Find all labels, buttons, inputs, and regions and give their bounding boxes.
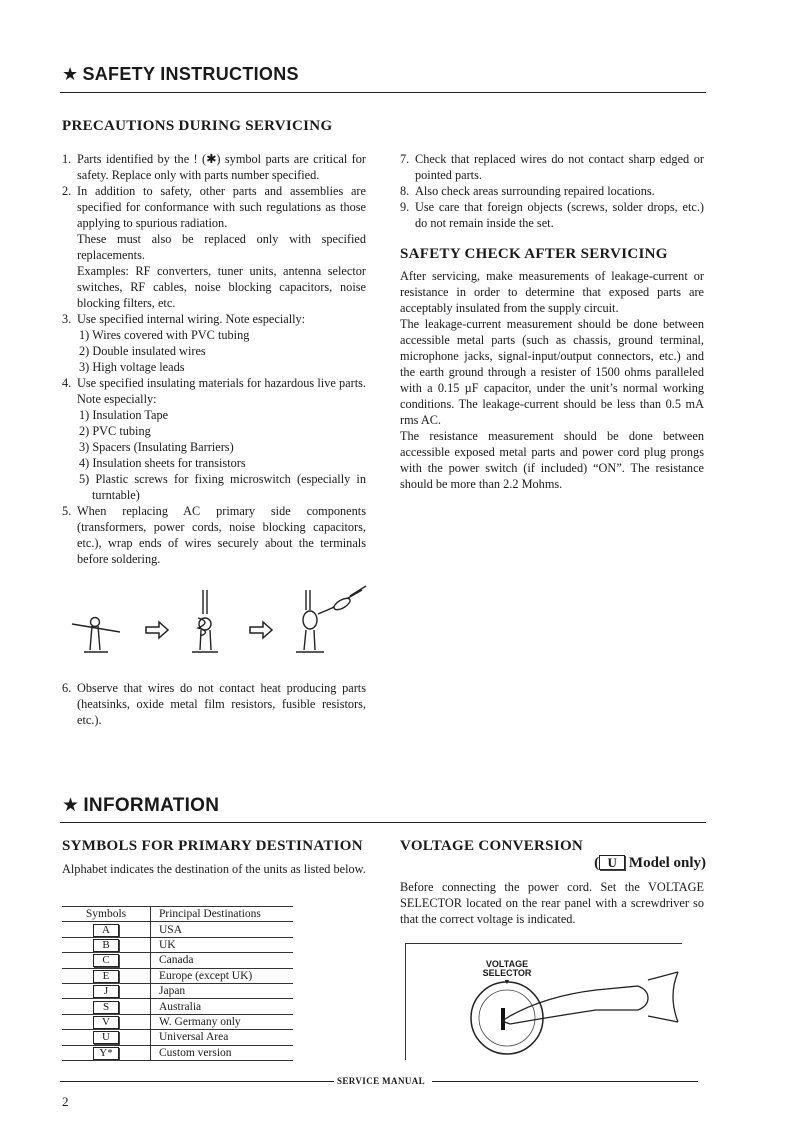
symbol-box: A <box>93 924 119 937</box>
safety-check-paragraph: The leakage-current measurement should be done between accessible metal parts (such as chassis, ground terminal, microphone jacks, signal-input/output connectors, etc.) and the earth ground through a resister of 1500 ohms paralleled with a 0.15 µF capacitor, under the unit’s normal working conditions. The leakage-current should be less than 0.5 mA rms AC. <box>400 317 704 427</box>
list-item <box>62 375 366 503</box>
sub-item: 5) Plastic screws for fixing microswitch (especially in turntable) <box>79 472 366 502</box>
voltage-title: VOLTAGE CONVERSION <box>400 838 584 854</box>
safety-check-paragraph: The resistance measurement should be done between accessible exposed metal parts and power cord plug prongs with the power switch (if included) “ON”. The resistance should be more than 2.2 Mohms. <box>400 429 704 491</box>
item-number: 2. <box>62 184 72 198</box>
safety-heading: ★ SAFETY INSTRUCTIONS <box>62 64 299 84</box>
heading-rule <box>60 822 706 823</box>
footer-rule-right <box>432 1081 698 1082</box>
arrow-right-icon <box>146 622 168 638</box>
sub-item: 1) Wires covered with PVC tubing <box>79 328 250 342</box>
item-number: 1. <box>62 152 72 166</box>
item-text: Use specified internal wiring. Note especially: <box>77 312 306 326</box>
symbol-box: S <box>93 1001 119 1014</box>
item-number: 5. <box>62 504 72 518</box>
col-destinations-header: Principal Destinations <box>151 907 294 922</box>
table-row <box>62 953 293 968</box>
item-text: These must also be replaced only with specified replacements. <box>77 232 366 262</box>
table-row <box>62 983 293 998</box>
selector-drawing <box>406 944 682 1060</box>
item-text: Use specified insulating materials for hazardous live parts. Note especially: <box>77 376 366 406</box>
destination-cell: UK <box>151 937 294 952</box>
symbol-cell <box>62 999 151 1014</box>
safety-check-body <box>400 268 704 492</box>
item-text: Check that replaced wires do not contact sharp edged or pointed parts. <box>415 152 704 182</box>
list-item <box>62 151 366 183</box>
table-row <box>62 922 293 937</box>
sub-list <box>77 407 366 503</box>
destination-table <box>62 906 293 1061</box>
item-number: 3. <box>62 312 72 326</box>
symbols-title: SYMBOLS FOR PRIMARY DESTINATION <box>62 838 363 854</box>
sub-item: 2) Double insulated wires <box>79 344 206 358</box>
item-text: In addition to safety, other parts and assemblies are specified for conformance with such regulations as those applying to spurious radiation. <box>77 184 366 230</box>
item-number: 4. <box>62 376 72 390</box>
table-row <box>62 1014 293 1029</box>
symbol-box: U <box>93 1031 119 1044</box>
destination-cell: Japan <box>151 983 294 998</box>
table-header-row <box>62 907 293 922</box>
soldering-iron-icon <box>296 586 366 652</box>
symbol-box: Y* <box>93 1047 119 1060</box>
destination-cell: Custom version <box>151 1045 294 1060</box>
col-symbols-header: Symbols <box>62 907 151 922</box>
destination-cell: Universal Area <box>151 1030 294 1045</box>
symbol-cell <box>62 1045 151 1060</box>
symbols-intro: Alphabet indicates the destination of the units as listed below. <box>62 862 366 876</box>
symbol-cell <box>62 1014 151 1029</box>
precautions-list-right <box>400 151 704 231</box>
table-row <box>62 937 293 952</box>
safety-check-paragraph: After servicing, make measurements of leakage-current or resistance in order to determine that exposed parts are acceptably insulated from the supply circuit. <box>400 269 704 315</box>
item-number: 7. <box>400 152 410 166</box>
star-icon: ★ <box>62 64 79 84</box>
destination-cell: USA <box>151 922 294 937</box>
wrapped-terminal-icon <box>192 590 218 652</box>
sub-item: 3) High voltage leads <box>79 360 185 374</box>
sub-list <box>77 327 366 375</box>
arrow-right-icon <box>250 622 272 638</box>
voltage-text: Before connecting the power cord. Set the VOLTAGE SELECTOR located on the rear panel with a screwdriver so that the correct voltage is indicated. <box>400 880 704 926</box>
table-row <box>62 999 293 1014</box>
item-text: Parts identified by the ! (✱) symbol parts are critical for safety. Replace only with parts number specified. <box>77 152 366 182</box>
table-row <box>62 1030 293 1045</box>
table-row <box>62 968 293 983</box>
star-icon: ★ <box>62 795 80 816</box>
terminal-icon <box>72 618 120 653</box>
pointer-icon: ▼ <box>503 979 511 986</box>
list-item <box>400 199 704 231</box>
destination-cell: Europe (except UK) <box>151 968 294 983</box>
item-number: 9. <box>400 200 410 214</box>
item-text: When replacing AC primary side components (transformers, power cords, noise blocking capacitors, etc.), wrap ends of wires securely about the terminals before soldering. <box>77 504 366 566</box>
page-number: 2 <box>62 1094 69 1109</box>
footer-rule-left <box>60 1081 334 1082</box>
item-text: Use care that foreign objects (screws, solder drops, etc.) do not remain inside the set. <box>415 200 704 230</box>
symbol-box: B <box>93 939 119 952</box>
list-item <box>62 183 366 311</box>
symbol-cell <box>62 953 151 968</box>
safety-check-title: SAFETY CHECK AFTER SERVICING <box>400 246 668 262</box>
sub-item: 3) Spacers (Insulating Barriers) <box>79 440 234 454</box>
sub-item: 1) Insulation Tape <box>79 408 169 422</box>
table-row <box>62 1045 293 1060</box>
symbol-cell <box>62 968 151 983</box>
list-item <box>62 311 366 375</box>
item-text: Examples: RF converters, tuner units, antenna selector switches, RF cables, noise blocking capacitors, noise blocking filters, etc. <box>77 264 366 310</box>
symbol-box: C <box>93 954 119 967</box>
item-text: Also check areas surrounding repaired locations. <box>415 184 655 198</box>
model-only-note: ( U Model only) <box>594 855 706 871</box>
destination-cell: W. Germany only <box>151 1014 294 1029</box>
destination-cell: Canada <box>151 953 294 968</box>
list-item <box>400 151 704 183</box>
footer-label: SERVICE MANUAL <box>337 1076 426 1086</box>
list-item <box>400 183 704 199</box>
symbol-cell <box>62 983 151 998</box>
information-heading: ★ INFORMATION <box>62 795 220 816</box>
symbol-box: J <box>93 985 119 998</box>
symbol-box: V <box>93 1016 119 1029</box>
symbol-cell <box>62 1030 151 1045</box>
item-number: 8. <box>400 184 410 198</box>
destination-cell: Australia <box>151 999 294 1014</box>
precautions-title: PRECAUTIONS DURING SERVICING <box>62 118 333 134</box>
sub-item: 4) Insulation sheets for transistors <box>79 456 246 470</box>
heading-rule <box>60 92 706 93</box>
precautions-list-left <box>62 151 366 567</box>
wire-wrap-figure <box>62 584 372 654</box>
symbol-box: E <box>93 970 119 983</box>
model-symbol-box: U <box>599 855 625 870</box>
list-item: 6. Observe that wires do not contact heat producing parts (heatsinks, oxide metal film resistors, fusible resistors, etc.). <box>62 681 366 727</box>
voltage-selector-figure <box>405 943 682 1060</box>
voltage-selector-label: VOLTAGE SELECTOR ▼ <box>462 960 552 987</box>
sub-item: 2) PVC tubing <box>79 424 151 438</box>
symbol-cell <box>62 922 151 937</box>
list-item <box>62 503 366 567</box>
precaution-item-6 <box>62 680 366 728</box>
symbol-cell <box>62 937 151 952</box>
